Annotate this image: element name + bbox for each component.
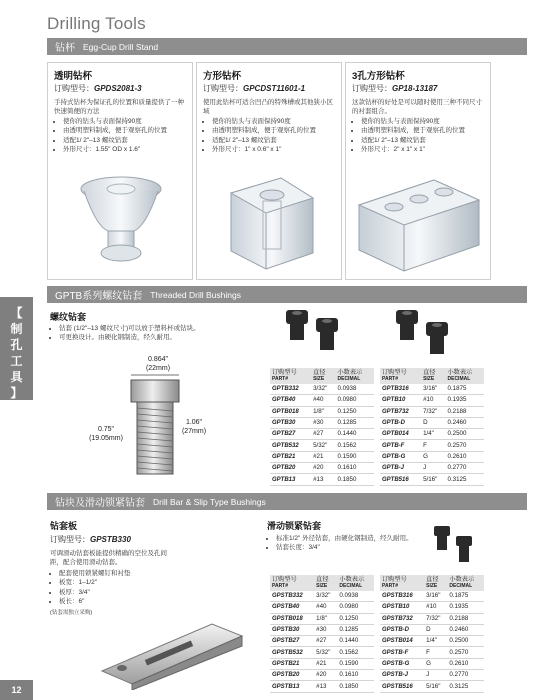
bullet-item: • 板长：6": [59, 597, 189, 606]
col-size: 直径 SIZE: [421, 368, 445, 384]
size-cell: F: [424, 647, 447, 658]
table-row: [380, 624, 484, 635]
part-cell: GPSTB018: [270, 613, 314, 624]
part-cell: GPSTB21: [270, 658, 314, 669]
size-cell: #40: [314, 602, 337, 613]
decimal-cell: 0.1875: [446, 384, 485, 395]
drillbar-heading: 钻套板: [50, 521, 78, 531]
part-cell: GPSTB13: [270, 681, 314, 692]
table-row: [380, 395, 484, 406]
decimal-cell: 0.2460: [447, 624, 484, 635]
page-title: Drilling Tools: [47, 14, 146, 33]
decimal-cell: 0.0938: [336, 384, 375, 395]
table-row: [380, 602, 484, 613]
bullet-item: • 使你的钻头与表面保持90度: [361, 117, 495, 126]
decimal-cell: 0.1440: [337, 636, 374, 647]
table-row: [380, 417, 484, 428]
size-cell: D: [421, 417, 445, 428]
bullet-item: • 配套使用锁紧螺钉和衬垫: [59, 569, 189, 578]
part-cell: GPTB40: [270, 395, 311, 406]
size-cell: #20: [314, 670, 337, 681]
table-row: [270, 429, 374, 440]
threaded-bushings-image: [268, 304, 483, 366]
size-cell: #30: [311, 417, 335, 428]
side-tab-char: 【: [10, 306, 23, 320]
dim-right-mm: (27mm): [181, 428, 207, 435]
order-number: GPSTB330: [90, 535, 131, 544]
size-cell: 5/32": [314, 647, 337, 658]
bullet-item: • 外形尺寸：1.55" OD x 1.6": [63, 145, 197, 154]
section-title-en: Egg-Cup Drill Stand: [83, 41, 159, 52]
col-part: 订购型号 PART#: [380, 575, 424, 591]
order-line: [54, 83, 142, 94]
order-line: [50, 534, 131, 545]
threaded-bushing-drawing: [125, 372, 185, 478]
table-row: [380, 451, 484, 462]
bullet-item: • 外形尺寸：2" x 1" x 1": [361, 145, 495, 154]
product-card-clear-cup: [47, 62, 193, 280]
table-row: [380, 636, 484, 647]
bullet-item: • 由透明塑料制成，便于观察孔的位置: [212, 126, 346, 135]
col-size: 直径 SIZE: [314, 575, 337, 591]
decimal-cell: 0.0938: [337, 591, 374, 602]
bullet-item: • 板厚：3/4": [59, 588, 189, 597]
col-decimal: 小数表示 DECIMAL: [336, 368, 375, 384]
decimal-cell: 0.2500: [447, 636, 484, 647]
side-tab-char: 孔: [10, 338, 23, 352]
col-size: 直径 SIZE: [311, 368, 335, 384]
decimal-cell: 0.1850: [337, 681, 374, 692]
drillbar-note: (钻套需独立采购): [50, 610, 93, 616]
threaded-bullets: [50, 324, 289, 343]
bullet-item: • 外形尺寸：1" x 0.6" x 1": [212, 145, 346, 154]
decimal-cell: 0.1590: [336, 451, 375, 462]
part-cell: GPTB-F: [380, 440, 421, 451]
col-part: 订购型号 PART#: [270, 368, 311, 384]
bullet-item: • 适配1/ 2"–13 螺纹钻套: [212, 136, 346, 145]
decimal-cell: 0.1610: [337, 670, 374, 681]
size-cell: 5/32": [311, 440, 335, 451]
section-title-zh: GPTB系列螺纹钻套: [55, 291, 143, 302]
table-row: [270, 395, 374, 406]
table-row: [380, 613, 484, 624]
decimal-cell: 0.3125: [447, 681, 484, 692]
decimal-cell: 0.1250: [337, 613, 374, 624]
part-cell: GPTB332: [270, 384, 311, 395]
table-row: [380, 384, 484, 395]
size-cell: 3/16": [424, 591, 447, 602]
part-cell: GPSTB332: [270, 591, 314, 602]
decimal-cell: 0.1285: [336, 417, 375, 428]
decimal-cell: 0.2570: [446, 440, 485, 451]
size-cell: #10: [424, 602, 447, 613]
table-row: [270, 591, 374, 602]
dim-top-mm: (22mm): [145, 365, 171, 372]
part-cell: GPTB018: [270, 406, 311, 417]
table-row: [270, 474, 374, 485]
dim-top-in: 0.864": [147, 356, 168, 363]
decimal-cell: 0.1935: [446, 395, 485, 406]
card-bullets: [352, 117, 495, 155]
table-row: [270, 681, 374, 692]
decimal-cell: 0.2500: [446, 429, 485, 440]
bullet-item: • 标准1/2" 外径钻套，由硬化钢制造，经久耐用。: [276, 534, 446, 543]
size-cell: #30: [314, 624, 337, 635]
part-cell: GPTB10: [380, 395, 421, 406]
table-row: [270, 440, 374, 451]
side-tab-char: 工: [10, 354, 23, 368]
size-cell: #21: [314, 658, 337, 669]
size-cell: #10: [421, 395, 445, 406]
decimal-cell: 0.3125: [446, 474, 485, 485]
decimal-cell: 0.2770: [447, 670, 484, 681]
card-heading: 3孔方形钻杯: [352, 71, 405, 82]
decimal-cell: 0.1562: [336, 440, 375, 451]
size-cell: J: [424, 670, 447, 681]
slip-bullets: [267, 534, 446, 553]
three-hole-cup-image: [354, 175, 484, 275]
part-cell: GPSTB516: [380, 681, 424, 692]
bullet-item: • 可更换设计。由硬化钢制造，经久耐用。: [59, 333, 289, 342]
size-cell: 7/32": [421, 406, 445, 417]
decimal-cell: 0.2460: [446, 417, 485, 428]
bullet-item: • 钻套 (1/2"–13 螺纹尺寸)可以放于塑料杯或钻块。: [59, 324, 289, 333]
bullet-item: • 适配1/ 2"–13 螺纹钻套: [361, 136, 495, 145]
part-cell: GPTB13: [270, 474, 311, 485]
bullet-item: • 由透明塑料制成，便于观察孔的位置: [63, 126, 197, 135]
decimal-cell: 0.1610: [336, 463, 375, 474]
dim-left: [84, 425, 128, 443]
card-description: 使用此钻杯可适合凹凸的特殊槽或其他狭小区域: [203, 99, 333, 116]
drill-bar-image: [92, 616, 252, 690]
col-decimal: 小数表示 DECIMAL: [337, 575, 374, 591]
col-size: 直径 SIZE: [424, 575, 447, 591]
size-cell: #13: [314, 681, 337, 692]
size-cell: #27: [311, 429, 335, 440]
bullet-item: • 适配1/ 2"–13 螺纹钻套: [63, 136, 197, 145]
square-cup-image: [221, 173, 321, 273]
part-cell: GPTB-J: [380, 463, 421, 474]
decimal-cell: 0.1562: [337, 647, 374, 658]
table-row: [270, 406, 374, 417]
size-cell: 7/32": [424, 613, 447, 624]
part-cell: GPSTB30: [270, 624, 314, 635]
size-cell: F: [421, 440, 445, 451]
table-row: [270, 670, 374, 681]
slip-heading: 滑动锁紧钻套: [267, 521, 322, 531]
part-cell: GPTB014: [380, 429, 421, 440]
part-cell: GPSTB40: [270, 602, 314, 613]
size-cell: #20: [311, 463, 335, 474]
part-cell: GPTB-D: [380, 417, 421, 428]
section-title-zh: 钻块及滑动锁紧钻套: [55, 498, 145, 509]
col-decimal: 小数表示 DECIMAL: [447, 575, 484, 591]
table-row: [270, 417, 374, 428]
bullet-item: • 由透明塑料制成，便于观察孔的位置: [361, 126, 495, 135]
card-bullets: [203, 117, 346, 155]
gptb-table-right: [380, 368, 484, 486]
size-cell: D: [424, 624, 447, 635]
size-cell: #13: [311, 474, 335, 485]
gpstb-table-left: [270, 575, 374, 693]
part-cell: GPSTB316: [380, 591, 424, 602]
table-row: [270, 602, 374, 613]
bullet-item: • 使你的钻头与表面保持90度: [212, 117, 346, 126]
size-cell: #27: [314, 636, 337, 647]
section-title-zh: 钻杯: [55, 43, 75, 54]
order-line: [352, 83, 437, 94]
decimal-cell: 0.1935: [447, 602, 484, 613]
card-heading: 透明钻杯: [54, 71, 93, 82]
order-number: GP18-13187: [392, 84, 438, 93]
gptb-table-left: [270, 368, 374, 486]
threaded-heading: 螺纹钻套: [50, 312, 87, 322]
part-cell: GPSTB27: [270, 636, 314, 647]
table-row: [270, 658, 374, 669]
size-cell: 3/32": [311, 384, 335, 395]
table-row: [270, 463, 374, 474]
table-row: [380, 440, 484, 451]
dim-top: [138, 355, 178, 373]
card-description: 手持式钻杯为保证孔的位置和质量提供了一种快速简便的方法: [54, 99, 184, 116]
size-cell: 5/16": [424, 681, 447, 692]
decimal-cell: 0.1875: [447, 591, 484, 602]
table-row: [270, 613, 374, 624]
table-row: [380, 670, 484, 681]
order-number: GPDS2081-3: [94, 84, 142, 93]
table-row: [380, 429, 484, 440]
decimal-cell: 0.1285: [337, 624, 374, 635]
side-tab-char: 具: [10, 370, 23, 384]
order-label: 订购型号：: [203, 84, 243, 93]
table-row: [380, 474, 484, 485]
section-bar-eggcup: [47, 38, 527, 55]
part-cell: GPSTB-J: [380, 670, 424, 681]
order-line: [203, 83, 305, 94]
size-cell: 1/8": [314, 613, 337, 624]
part-cell: GPSTB014: [380, 636, 424, 647]
decimal-cell: 0.0980: [336, 395, 375, 406]
decimal-cell: 0.2770: [446, 463, 485, 474]
table-row: [380, 463, 484, 474]
table-row: [270, 624, 374, 635]
table-row: [270, 647, 374, 658]
table-row: [270, 384, 374, 395]
decimal-cell: 0.1590: [337, 658, 374, 669]
page-number: 12: [0, 680, 33, 700]
decimal-cell: 0.1850: [336, 474, 375, 485]
card-description: 这款钻杯的好处是可以随时使用三种不同尺寸的衬套组合。: [352, 99, 482, 116]
decimal-cell: 0.1250: [336, 406, 375, 417]
part-cell: GPSTB-D: [380, 624, 424, 635]
part-cell: GPSTB-F: [380, 647, 424, 658]
product-card-three-hole-cup: [345, 62, 491, 280]
part-cell: GPTB27: [270, 429, 311, 440]
table-row: [380, 406, 484, 417]
bullet-item: • 钻套长度：3/4": [276, 543, 446, 552]
decimal-cell: 0.2610: [446, 451, 485, 462]
size-cell: J: [421, 463, 445, 474]
part-cell: GPSTB10: [380, 602, 424, 613]
side-tab-char: 】: [10, 386, 23, 400]
section-bar-drillbar: [47, 493, 527, 510]
size-cell: 1/4": [421, 429, 445, 440]
gpstb-table-right: [380, 575, 484, 693]
section-title-en: Threaded Drill Bushings: [150, 289, 241, 300]
part-cell: GPTB316: [380, 384, 421, 395]
table-row: [380, 658, 484, 669]
size-cell: 3/32": [314, 591, 337, 602]
bullet-item: • 使你的钻头与表面保持90度: [63, 117, 197, 126]
product-card-square-cup: [196, 62, 342, 280]
order-label: 订购型号：: [50, 535, 90, 544]
dim-right-in: 1.06": [185, 419, 203, 426]
dim-left-mm: (19.05mm): [89, 435, 123, 442]
card-bullets: [54, 117, 197, 155]
part-cell: GPSTB-G: [380, 658, 424, 669]
part-cell: GPTB21: [270, 451, 311, 462]
table-row: [270, 636, 374, 647]
part-cell: GPSTB532: [270, 647, 314, 658]
drillbar-description: 可调滑动钻套板能提供精确的空位及孔间距，配合使用滑动钻套。: [50, 550, 167, 567]
part-cell: GPTB516: [380, 474, 421, 485]
clear-cup-image: [76, 171, 166, 271]
size-cell: G: [424, 658, 447, 669]
size-cell: G: [421, 451, 445, 462]
size-cell: 3/16": [421, 384, 445, 395]
section-title-en: Drill Bar & Slip Type Bushings: [153, 496, 266, 507]
part-cell: GPTB-G: [380, 451, 421, 462]
card-heading: 方形钻杯: [203, 71, 242, 82]
table-row: [380, 681, 484, 692]
order-number: GPCDST11601-1: [243, 84, 306, 93]
decimal-cell: 0.2188: [446, 406, 485, 417]
order-label: 订购型号：: [352, 84, 392, 93]
decimal-cell: 0.0980: [337, 602, 374, 613]
col-part: 订购型号 PART#: [380, 368, 421, 384]
side-tab: [0, 297, 33, 400]
part-cell: GPSTB732: [380, 613, 424, 624]
side-tab-char: 制: [10, 322, 23, 336]
size-cell: 5/16": [421, 474, 445, 485]
section-bar-gptb: [47, 286, 527, 303]
col-decimal: 小数表示 DECIMAL: [446, 368, 485, 384]
size-cell: #21: [311, 451, 335, 462]
drillbar-bullets: [50, 569, 189, 607]
size-cell: 1/4": [424, 636, 447, 647]
dim-left-in: 0.75": [97, 426, 115, 433]
part-cell: GPTB20: [270, 463, 311, 474]
table-row: [270, 451, 374, 462]
decimal-cell: 0.2610: [447, 658, 484, 669]
table-row: [380, 647, 484, 658]
decimal-cell: 0.2188: [447, 613, 484, 624]
part-cell: GPTB732: [380, 406, 421, 417]
part-cell: GPTB30: [270, 417, 311, 428]
col-part: 订购型号 PART#: [270, 575, 314, 591]
size-cell: #40: [311, 395, 335, 406]
decimal-cell: 0.1440: [336, 429, 375, 440]
size-cell: 1/8": [311, 406, 335, 417]
order-label: 订购型号：: [54, 84, 94, 93]
decimal-cell: 0.2570: [447, 647, 484, 658]
table-row: [380, 591, 484, 602]
bullet-item: • 板宽：1–1/2": [59, 578, 189, 587]
part-cell: GPSTB20: [270, 670, 314, 681]
part-cell: GPTB532: [270, 440, 311, 451]
slip-bushings-image: [428, 520, 486, 570]
